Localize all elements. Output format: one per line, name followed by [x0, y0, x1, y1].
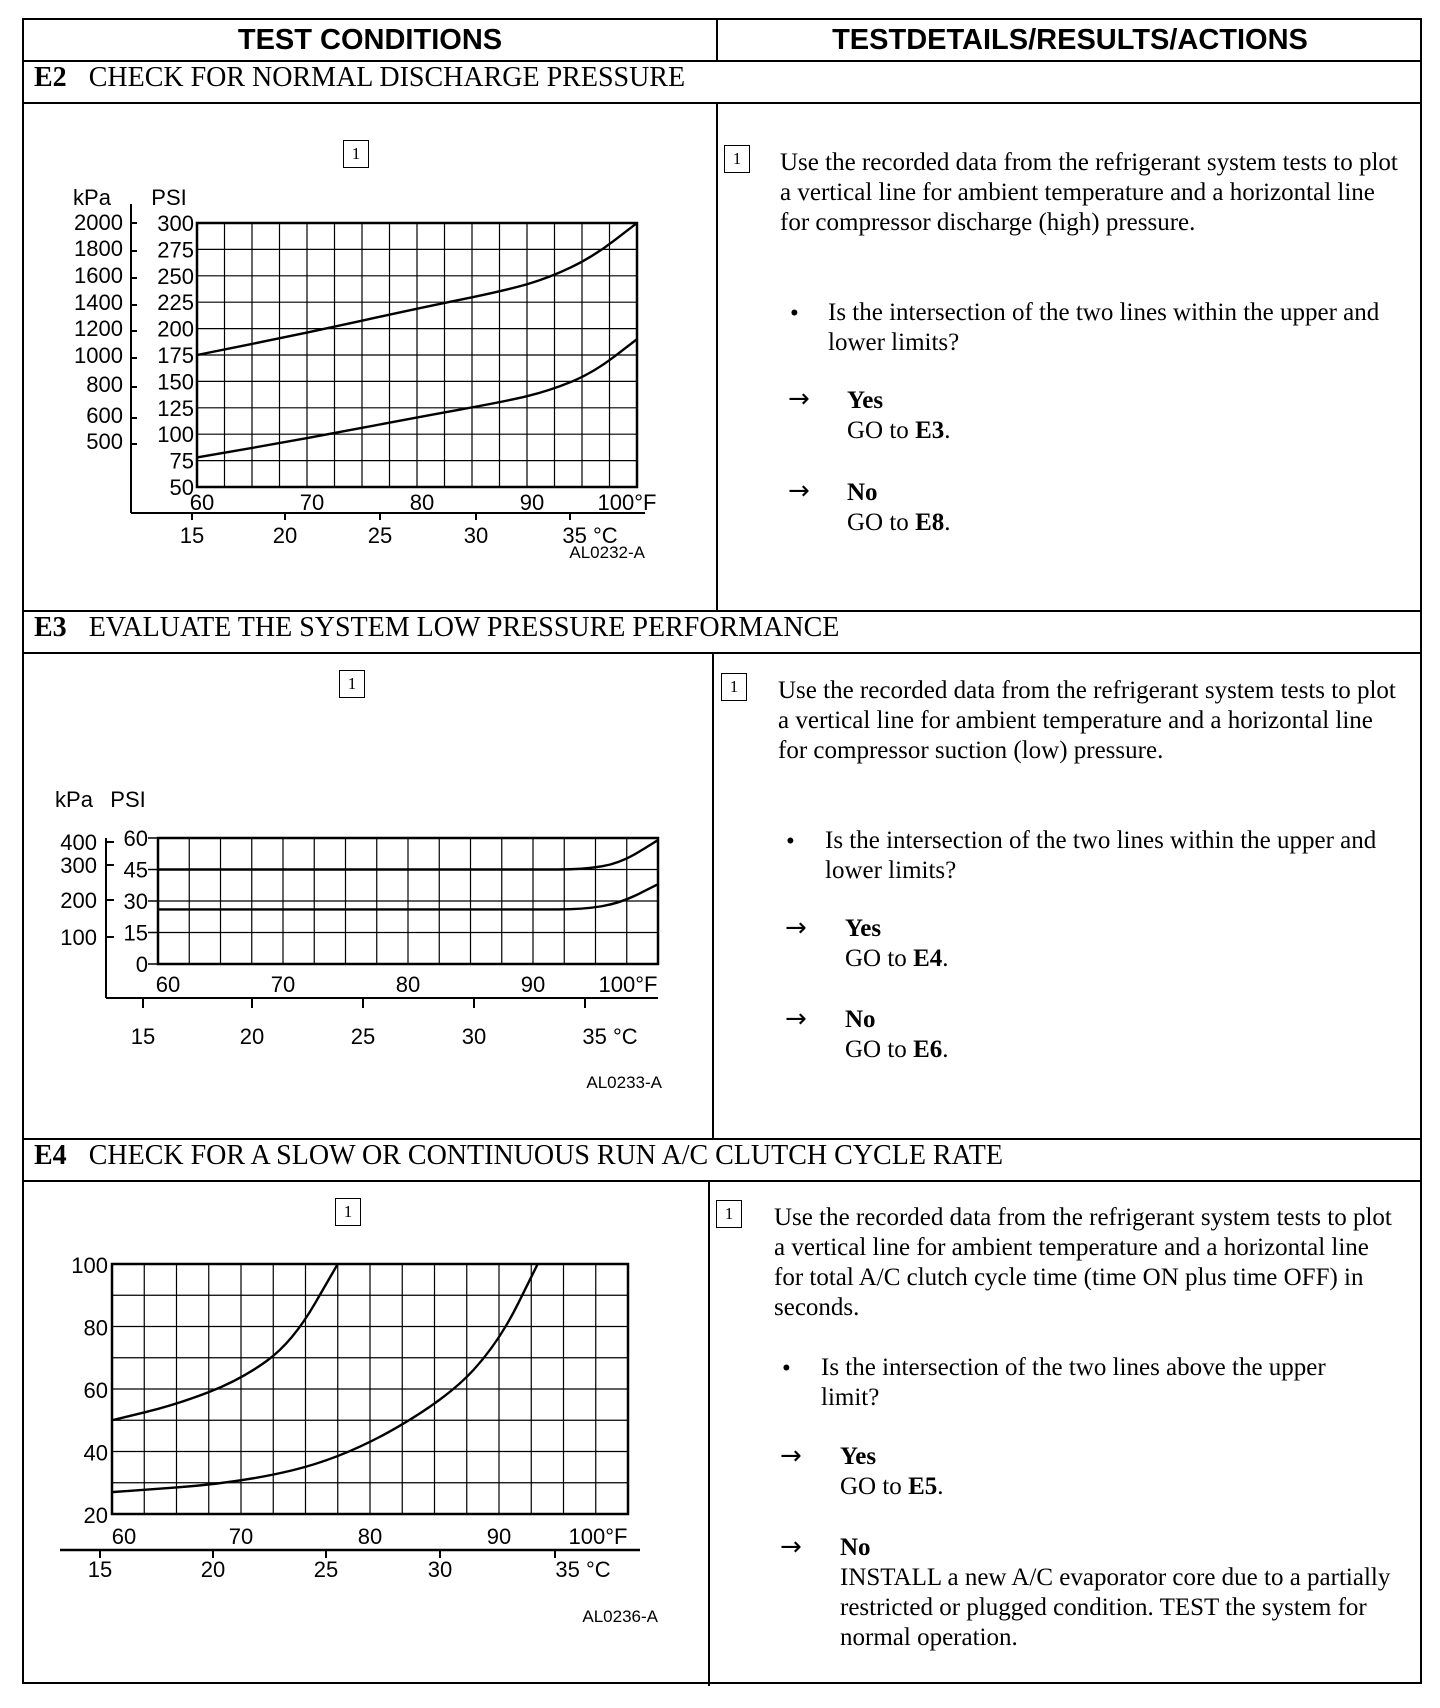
- tick-label-kpa: 600: [86, 403, 123, 428]
- tick-label-psi: 50: [169, 475, 194, 500]
- tick-label-y: 80: [83, 1315, 108, 1341]
- tick-label-c: 35 °C: [562, 523, 618, 548]
- tick-label-c: 35 °C: [555, 1557, 611, 1582]
- e2-instruction: Use the recorded data from the refrigerant system tests to plot a vertical line for ambient temperature and a horizontal line for compressor discharge (high) pressure.: [780, 149, 1398, 236]
- arrow-icon: →: [780, 1441, 802, 1471]
- tick-label-y: 60: [83, 1378, 108, 1403]
- tick-label-psi: 125: [157, 395, 194, 421]
- low-pressure-chart: [40, 780, 680, 1100]
- tick-label-psi: 150: [157, 369, 194, 395]
- tick-label-c: 30: [461, 1024, 487, 1049]
- tick-label-kpa: 1200: [74, 316, 123, 341]
- tick-label-kpa: 100: [60, 925, 97, 950]
- e3-no-answer: No GO to E6.: [845, 1006, 949, 1063]
- tick-label-c: 20: [239, 1024, 265, 1049]
- tick-label-f: 60: [155, 972, 181, 997]
- axis-label-psi: PSI: [151, 185, 187, 210]
- arrow-icon: →: [780, 1532, 802, 1562]
- tick-label-c: 20: [200, 1557, 226, 1582]
- tick-label-psi: 75: [169, 448, 194, 474]
- tick-label-psi: 225: [157, 290, 194, 316]
- tick-label-c: 25: [313, 1557, 339, 1582]
- tick-label-f: 60: [111, 1524, 137, 1549]
- tick-label-c: 30: [427, 1557, 453, 1582]
- tick-label-psi: 100: [157, 422, 194, 448]
- figure-id: AL0233-A: [586, 1073, 662, 1092]
- tick-label-psi: 60: [123, 826, 148, 851]
- tick-label-y: 20: [83, 1503, 108, 1528]
- tick-label-f: 60: [189, 490, 215, 515]
- tick-label-psi: 250: [157, 263, 194, 289]
- tick-label-f: 80: [409, 490, 435, 515]
- limit-curve-upper: [112, 1264, 338, 1420]
- tick-label-psi: 30: [123, 889, 148, 914]
- e3-yes-answer: Yes GO to E4.: [845, 915, 949, 972]
- tick-label-psi: 15: [123, 920, 148, 946]
- figure-id: AL0236-A: [582, 1607, 658, 1626]
- tick-label-f: 90: [486, 1524, 512, 1549]
- e4-question: Is the intersection of the two lines above the upper limit?: [821, 1354, 1326, 1411]
- header-test-details: TESTDETAILS/RESULTS/ACTIONS: [832, 23, 1308, 56]
- tick-label-f: 100°F: [568, 1524, 628, 1549]
- tick-label-kpa: 1800: [74, 236, 123, 261]
- tick-label-kpa: 1400: [74, 290, 123, 315]
- arrow-icon: →: [788, 384, 810, 414]
- tick-label-c: 25: [367, 523, 393, 548]
- tick-label-c: 15: [179, 523, 205, 548]
- header-test-conditions: TEST CONDITIONS: [237, 23, 503, 56]
- tick-label-kpa: 1600: [74, 263, 123, 288]
- axis-label-kpa: kPa: [73, 185, 111, 210]
- section-title-e4: E4 CHECK FOR A SLOW OR CONTINUOUS RUN A/C CLUTCH CYCLE RATE: [34, 1140, 1003, 1171]
- discharge-pressure-chart: [40, 180, 680, 580]
- e3-instruction: Use the recorded data from the refrigerant system tests to plot a vertical line for ambient temperature and a horizontal line for compressor suction (low) pressure.: [778, 677, 1396, 764]
- axis-label-kpa: kPa: [55, 787, 93, 812]
- tick-label-psi: 300: [157, 211, 194, 236]
- tick-label-f: 70: [299, 490, 325, 515]
- tick-label-psi: 200: [157, 316, 194, 342]
- step-badge-e4: 1: [716, 1200, 742, 1228]
- tick-label-f: 90: [519, 490, 545, 515]
- section-title-e3: E3 EVALUATE THE SYSTEM LOW PRESSURE PERFORMANCE: [34, 612, 840, 643]
- tick-label-kpa: 200: [60, 888, 97, 913]
- tick-label-psi: 45: [123, 857, 148, 883]
- tick-label-f: 80: [357, 1524, 383, 1549]
- limit-curve-lower: [112, 1264, 538, 1492]
- e4-yes-answer: Yes GO to E5.: [840, 1443, 944, 1500]
- tick-label-kpa: 800: [86, 372, 123, 397]
- tick-label-c: 25: [350, 1024, 376, 1049]
- figure-id: AL0232-A: [569, 543, 645, 562]
- clutch-cycle-chart: [40, 1250, 680, 1630]
- tick-label-f: 100°F: [598, 972, 658, 997]
- tick-label-psi: 275: [157, 237, 194, 263]
- tick-label-psi: 0: [135, 952, 148, 977]
- step-badge-e4-chart: 1: [335, 1198, 361, 1226]
- e2-yes-answer: Yes GO to E3.: [847, 387, 951, 444]
- bullet-e3: •: [786, 828, 795, 855]
- arrow-icon: →: [788, 476, 810, 506]
- e4-no-answer: No INSTALL a new A/C evaporator core due to a partially restricted or plugged condition. TEST the system for normal operation.: [840, 1534, 1391, 1651]
- e2-question: Is the intersection of the two lines within the upper and lower limits?: [828, 299, 1380, 356]
- tick-label-f: 90: [520, 972, 546, 997]
- tick-label-f: 100°F: [597, 490, 657, 515]
- bullet-e4: •: [782, 1355, 791, 1382]
- tick-label-kpa: 2000: [74, 210, 123, 235]
- bullet-e2: •: [790, 300, 799, 327]
- tick-label-c: 15: [130, 1024, 156, 1049]
- arrow-icon: →: [785, 1004, 807, 1034]
- tick-label-y: 40: [83, 1440, 108, 1466]
- tick-label-c: 20: [272, 523, 298, 548]
- tick-label-kpa: 300: [60, 853, 97, 878]
- tick-label-f: 80: [395, 972, 421, 997]
- tick-label-c: 35 °C: [582, 1024, 638, 1049]
- step-badge-e3-chart: 1: [339, 670, 365, 698]
- section-title-e2: E2 CHECK FOR NORMAL DISCHARGE PRESSURE: [34, 62, 686, 93]
- e3-question: Is the intersection of the two lines within the upper and lower limits?: [825, 827, 1377, 884]
- tick-label-kpa: 400: [60, 830, 97, 855]
- e2-no-answer: No GO to E8.: [847, 479, 951, 536]
- tick-label-kpa: 1000: [74, 343, 123, 368]
- step-badge-e3: 1: [721, 673, 747, 701]
- tick-label-psi: 175: [157, 343, 194, 368]
- tick-label-c: 30: [463, 523, 489, 548]
- tick-label-f: 70: [228, 1524, 254, 1549]
- e4-instruction: Use the recorded data from the refrigerant system tests to plot a vertical line for ambient temperature and a horizontal line for total A/C clutch cycle time (time ON plus time OFF) in seconds.: [774, 1204, 1392, 1321]
- tick-label-f: 70: [270, 972, 296, 997]
- step-badge-e2-chart: 1: [343, 140, 369, 168]
- axis-label-psi: PSI: [110, 787, 146, 812]
- step-badge-e2: 1: [724, 145, 750, 173]
- tick-label-c: 15: [87, 1557, 113, 1582]
- arrow-icon: →: [785, 913, 807, 943]
- tick-label-kpa: 500: [86, 429, 123, 454]
- tick-label-y: 100: [71, 1253, 108, 1278]
